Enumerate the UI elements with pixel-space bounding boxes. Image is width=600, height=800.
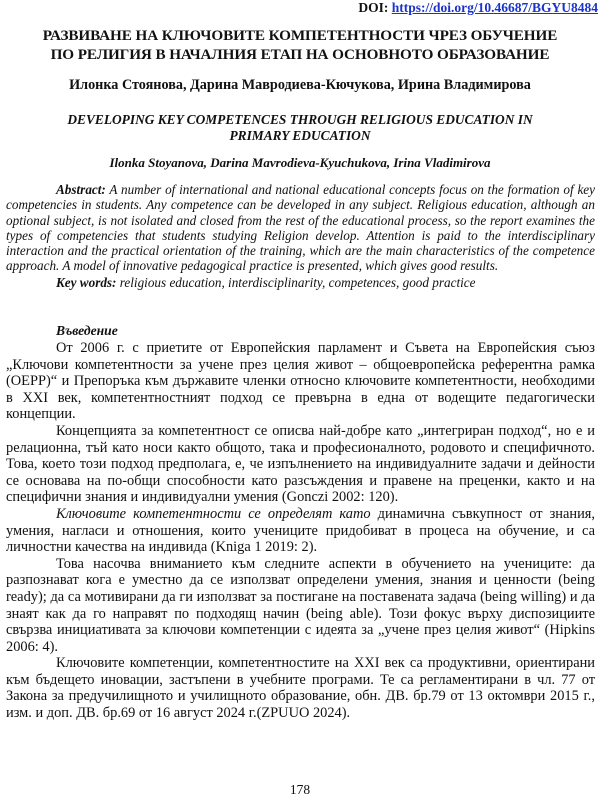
title-en-line-1: DEVELOPING KEY COMPETENCES THROUGH RELIGIOUS EDUCATION IN xyxy=(67,112,533,127)
authors-english: Ilonka Stoyanova, Darina Mavrodieva-Kyuchukova, Irina Vladimirova xyxy=(109,155,491,170)
title-line-1: РАЗВИВАНЕ НА КЛЮЧОВИТЕ КОМПЕТЕНТНОСТИ ЧРЕЗ ОБУЧЕНИЕ xyxy=(42,27,558,44)
title-line-2: ПО РЕЛИГИЯ В НАЧАЛНИЯ ЕТАП НА ОСНОВНОТО ОБРАЗОВАНИЕ xyxy=(50,46,550,63)
abstract-label: Abstract: xyxy=(56,182,106,197)
doi-label: DOI: xyxy=(358,0,392,15)
title-en-line-2: PRIMARY EDUCATION xyxy=(229,128,371,143)
paragraph xyxy=(6,506,595,556)
paragraph: Концепцията за компетентност се описва най-добре като „интегриран подход“, но е и релационна, тъй като носи както общото, така и професионалното, родовото и специфичното. Това, което този подход предполага, е, че изпълнението на индивидуалните задачи и дейности се основава на по-общи способности като разсъждения и правене на преценки, както и на специфични знания и индивидуални умения (Gonczi 2002: 120). xyxy=(6,422,595,506)
keywords-text: religious education, interdisciplinarity, competences, good practice xyxy=(116,275,476,290)
page-number: 178 xyxy=(289,782,311,797)
paper-title-bulgarian xyxy=(0,26,600,64)
abstract xyxy=(6,182,595,274)
paragraph: Това насочва вниманието към следните аспекти в обучението на учениците: да разпознават кога е уместно да се използват определени умения, знания и ценности (being ready); да са мотивирани да ги използват за постигане на поставената задача (being willing) и да знаят как да го направят по подходящ начин (being able). Този фокус върху диспозициите свързва инициативата за ключови компетенции с идеята за „учене през целия живот“ (Hipkins 2006: 4). xyxy=(6,555,595,655)
paragraph: От 2006 г. с приетите от Европейския парламент и Съвета на Европейския съюз „Ключови компетентности за учене през целия живот – общоевропейска референтна рамка (ОЕРР)“ и Препоръка към държавите членки относно ключовите компетентности, необходими в XXI век, компетентностният подход се превърна в една от водещите педагогически концепции. xyxy=(6,340,595,423)
doi-header xyxy=(358,0,598,16)
keywords-label: Key words: xyxy=(56,275,117,290)
abstract-text: A number of international and national educational concepts focus on the formation of key competencies in students. Any competence can be developed in any subject. Religious education, although an optional subject, is not isolated and closed from the rest of the educational process, so the report examines the types of competencies that students studying Religion develop. Attention is paid to the interdisciplinary interaction and the practical orientation of the training, which are the main characteristics of the competence approach. A model of innovative pedagogical practice is presented, which gives good results. xyxy=(6,182,595,274)
paragraph-text: динамична съвкупност от знания, умения, нагласи и отношения, които учениците придобиват в процеса на обучение, и са личностни качества на индивида (Kniga 1 2019: 2). xyxy=(6,505,595,556)
paragraph: Ключовите компетенции, компетентностите на XXI век са продуктивни, ориентирани към бъдещето иновации, застъпени в учебните програми. Те са регламентирани в чл. 77 от Закона за предучилищното и училищното образование, обн. ДВ. бр.79 от 13 октомври 2015 г., изм. и доп. ДВ. бр.69 от 16 август 2024 г.(ZPUUO 2024). xyxy=(6,655,595,722)
keywords xyxy=(56,275,596,290)
section-heading-introduction: Въведение xyxy=(56,323,118,338)
paper-title-english xyxy=(0,112,600,144)
italic-lead: Ключовите компетентности се определят като xyxy=(56,505,371,522)
introduction-body xyxy=(6,340,595,722)
doi-link[interactable]: https://doi.org/10.46687/BGYU8484 xyxy=(391,0,598,15)
authors-bulgarian: Илонка Стоянова, Дарина Мавродиева-Кючукова, Ирина Владимирова xyxy=(69,77,531,93)
